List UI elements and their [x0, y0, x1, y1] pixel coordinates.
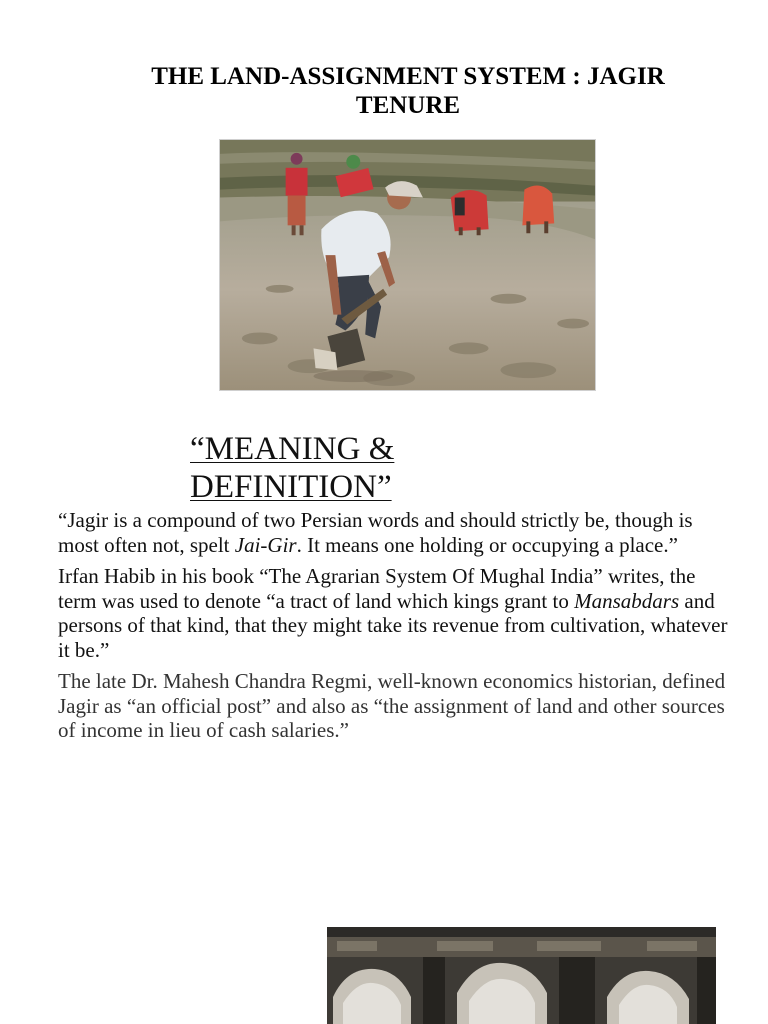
- section-heading: [190, 430, 450, 506]
- italic-term-jai-gir: Jai-Gir: [234, 532, 297, 557]
- section-heading-line1: “MEANING &: [190, 431, 395, 467]
- paragraph-jagir-meaning: [58, 508, 738, 557]
- paragraph-irfan-habib: [58, 564, 738, 662]
- paragraph-text: . It means one holding or occupying a place.”: [296, 532, 678, 557]
- body-text: [58, 508, 738, 750]
- paragraph-text: “Jagir is a compound of two Persian words and should strictly be, though is most often not, spelt: [58, 508, 693, 557]
- page-title: THE LAND-ASSIGNMENT SYSTEM : JAGIR TENURE: [151, 63, 665, 119]
- paddy-field-photo: [219, 139, 596, 391]
- paragraph-text: and persons of that kind, that they might take its revenue from cultivation, whatever it be.”: [58, 588, 728, 662]
- section-heading-line2: DEFINITION”: [190, 469, 392, 505]
- mughal-arches-photo: [327, 927, 716, 1024]
- paragraph-text: Irfan Habib in his book “The Agrarian System Of Mughal India” writes, the term was used to denote “a tract of land which kings grant to: [58, 564, 696, 613]
- italic-term-mansabdars: Mansabdars: [574, 588, 680, 613]
- paragraph-regmi: The late Dr. Mahesh Chandra Regmi, well-known economics historian, defined Jagir as “an official post” and also as “the assignment of land and other sources of income in lieu of cash salaries.”: [58, 669, 726, 742]
